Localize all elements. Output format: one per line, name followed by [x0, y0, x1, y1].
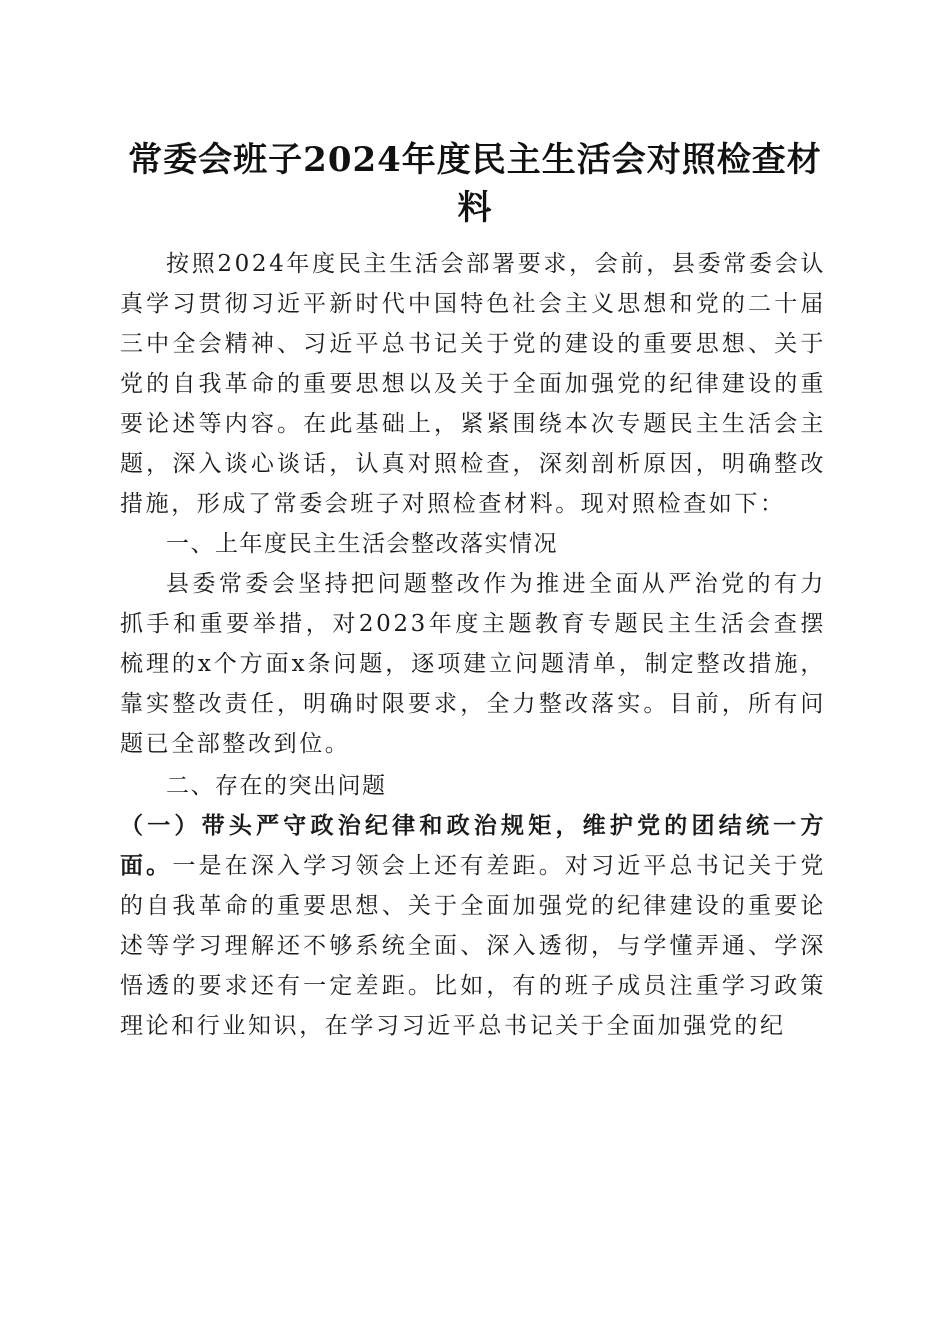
document-body [120, 244, 826, 1046]
section-1-paragraph: 县委常委会坚持把问题整改作为推进全面从严治党的有力抓手和重要举措，对2023年度主题教育专题民主生活会查摆梳理的x个方面x条问题，逐项建立问题清单，制定整改措施，靠实整改责任，明确时限要求，全力整改落实。目前，所有问题已全部整改到位。 [120, 571, 826, 757]
document-title: 常委会班子2024年度民主生活会对照检查材料 [128, 140, 822, 228]
subsection-body: 一是在深入学习领会上还有差距。对习近平总书记关于党的自我革命的重要思想、关于全面加强党的纪律建设的重要论述等学习理解还不够系统全面、深入透彻，与学懂弄通、学深悟透的要求还有一定差距。比如，有的班子成员注重学习政策理论和行业知识，在学习习近平总书记关于全面加强党的纪 [120, 853, 827, 1039]
intro-paragraph: 按照2024年度民主生活会部署要求，会前，县委常委会认真学习贯彻习近平新时代中国特色社会主义思想和党的二十届三中全会精神、习近平总书记关于党的建设的重要思想、关于党的自我革命的重要思想以及关于全面加强党的纪律建设的重要论述等内容。在此基础上，紧紧围绕本次专题民主生活会主题，深入谈心谈话，认真对照检查，深刻剖析原因，明确整改措施，形成了常委会班子对照检查材料。现对照检查如下： [120, 251, 826, 517]
section-2-paragraph [120, 806, 826, 1046]
section-heading-1: 一、上年度民主生活会整改落实情况 [166, 531, 558, 557]
section-heading-2: 二、存在的突出问题 [166, 773, 387, 799]
subsection-heading: （一）带头严守政治纪律和政治规矩，维护党的团结统一方面。 [120, 812, 826, 879]
